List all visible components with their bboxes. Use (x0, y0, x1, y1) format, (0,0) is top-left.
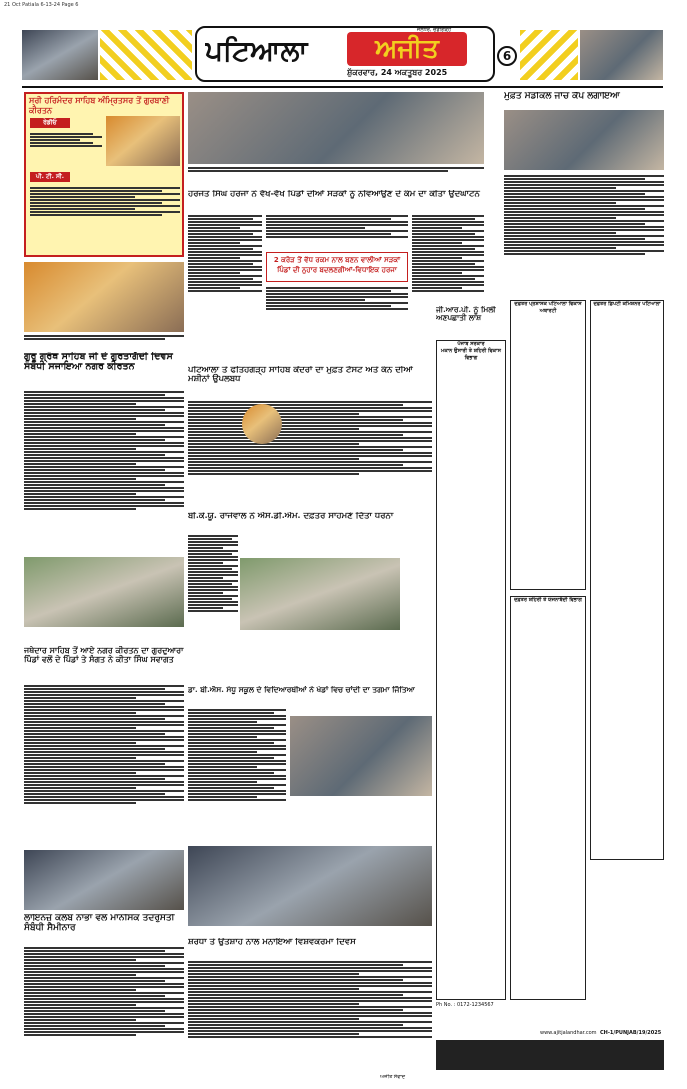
photo-jathebandi (24, 557, 184, 627)
story-patiala-health (188, 400, 432, 500)
photo-medical-camp (504, 110, 664, 170)
masthead-banner (195, 26, 495, 82)
page-number: 6 (502, 49, 512, 63)
story-main-left (188, 214, 262, 320)
headline-vishwakarma: ਸ਼ਰਧਾ ਤੇ ਉਤਸ਼ਾਹ ਨਾਲ ਮਨਾਇਆ ਵਿਸ਼ਵਕਰਮਾ ਦਿਵਸ (188, 938, 356, 947)
story-guru-granth (24, 390, 184, 552)
masthead-decor-right (520, 30, 578, 80)
printer-line: 21 Oct Patiala 6-13-24 Page 6 (4, 2, 79, 8)
notice-2-title: ਦਫ਼ਤਰ ਪ੍ਰਸ਼ਾਸਕ ਪਟਿਆਲਾ ਵਿਕਾਸ ਅਥਾਰਟੀ (514, 301, 582, 314)
notice-1 (436, 340, 506, 1000)
masthead-title-left: ਪਟਿਆਲਾ (205, 34, 308, 67)
photo-bkyu-protest (240, 558, 400, 630)
photo-lions-club (24, 850, 184, 910)
ad-label-ptc: ਪੀ. ਟੀ. ਸੀ. (30, 172, 70, 182)
story-vishwakarma (188, 960, 432, 1070)
notice-4 (510, 596, 586, 1000)
story-main-right-2 (266, 286, 408, 320)
masthead-rule (22, 86, 663, 88)
notice-1-govt: ਪੰਜਾਬ ਸਰਕਾਰ (457, 341, 485, 347)
headline-school: ਡਾ. ਬੀ.ਐਸ. ਸੰਧੂ ਸਕੂਲ ਦੇ ਵਿਦਿਆਰਥੀਆਂ ਨੇ ਖੇਡਾਂ ਵਿਚ ਚਾਂਦੀ ਦਾ ਤਗਮਾ ਜਿੱਤਿਆ (188, 686, 415, 694)
notice-4-title: ਦਫ਼ਤਰ ਸ਼ਹਿਰੀ ਤੇ ਯੋਜਨਾਬੰਦੀ ਵਿਭਾਗ (514, 597, 582, 603)
ad-box (24, 92, 184, 257)
notice-3-title: ਦਫ਼ਤਰ ਡਿਪਟੀ ਕਮਿਸ਼ਨਰ ਪਟਿਆਲਾ (593, 301, 661, 307)
byline-1: ਅਜੀਤ ਸੰਵਾਦ (380, 1074, 406, 1080)
main-subhead: 2 ਕਰੋੜ ਤੋਂ ਵੱਧ ਰਕਮ ਨਾਲ ਬਣਨ ਵਾਲੀਆਂ ਸੜਕਾਂ ਪਿੰਡਾਂ ਦੀ ਨੁਹਾਰ ਬਦਲਣਗੀਆਂ-ਵਿਧਾਇਕ ਹਰਜਾ (273, 256, 401, 274)
headline-patiala-health: ਪਟਿਆਲਾ ਤੇ ਫਤਿਹਗੜ੍ਹ ਸਾਹਿਬ ਕੇਂਦਰਾਂ ਦਾ ਮੁਫ਼ਤ ਟੈਸਟ ਅਤੇ ਕੰਨ ਦੀਆਂ ਮਸ਼ੀਨਾਂ ਉਪਲਬਧ (188, 366, 413, 385)
notice-phone: Ph No. : 0172-1234567 (436, 1002, 494, 1008)
footer-url: www.ajitjalandhar.com (540, 1030, 597, 1036)
headline-lions-club: ਲਾਇਨਜ਼ ਕਲੱਬ ਨਾਭਾ ਵਲੋਂ ਮਾਨਸਿਕ ਤੰਦਰੁਸਤੀ ਸੰਬੰਧੀ ਸੈਮੀਨਾਰ (24, 914, 175, 933)
story-school (188, 708, 286, 838)
story-bkyu (188, 534, 238, 644)
story-main-right (266, 214, 408, 250)
ad-box-image (106, 116, 180, 166)
footer-bar (436, 1040, 664, 1070)
story-medical-camp (504, 174, 664, 284)
photo-main-ceremony (188, 92, 484, 164)
masthead-photo-left (22, 30, 98, 80)
masthead-decor-left (100, 30, 192, 80)
headline-jathebandi: ਜਥੇਦਾਰ ਸਾਹਿਬ ਤੋਂ ਆਏ ਨਗਰ ਕੀਰਤਨ ਦਾ ਗੁਰਦੁਆਰਾ ਪਿੰਡਾਂ ਵਲੋਂ ਦੇ ਪਿੰਡਾਂ ਤੇ ਸੰਗਤ ਨੇ ਕੀਤਾ ਸਿੰਘ ਸਵਾਗਤ (24, 646, 184, 664)
footer-code: CH-1/PUNJAB/19/2025 (600, 1030, 662, 1036)
story-jathebandi (24, 684, 184, 844)
masthead-title-right (347, 32, 467, 66)
page-number-badge (497, 46, 517, 66)
masthead-title-ajit: ਅਜੀਤ (375, 34, 439, 64)
caption-main (188, 166, 484, 180)
headline-main-story: ਹਰਜੋਤ ਸਿੰਘ ਹਰਜਾ ਨੇ ਵੱਖ-ਵੱਖ ਪਿੰਡਾਂ ਦੀਆਂ ਸੜਕਾਂ ਨੂੰ ਨਵਿਆਉਣ ਦੇ ਕੰਮ ਦਾ ਕੀਤਾ ਉਦਘਾਟਨ (188, 190, 480, 199)
photo-nagar-kirtan (24, 262, 184, 332)
masthead-date: ਸ਼ੁੱਕਰਵਾਰ, 24 ਅਕਤੂਬਰ 2025 (347, 68, 448, 77)
story-main-col3 (412, 214, 484, 320)
photo-ear (242, 404, 282, 444)
masthead-edition: ਜਲੰਧਰ, ਚੰਡੀਗੜ੍ਹ (417, 27, 452, 33)
notice-3 (590, 300, 664, 860)
ad-box-text (30, 132, 102, 164)
caption-nagar-kirtan (24, 334, 184, 350)
headline-guru-granth: ਗੁਰੂ ਗ੍ਰੰਥ ਸਾਹਿਬ ਜੀ ਦੇ ਗੁਰਤਾਗੱਦੀ ਦਿਵਸ ਸੰਬੰਧੀ ਸਜਾਇਆ ਨਗਰ ਕੀਰਤਨ (24, 352, 173, 373)
notice-1-title: ਮਕਾਨ ਉਸਾਰੀ ਤੇ ਸ਼ਹਿਰੀ ਵਿਕਾਸ ਵਿਭਾਗ (441, 348, 501, 361)
headline-medical-camp: ਮੁਫ਼ਤ ਮੈਡੀਕਲ ਜਾਂਚ ਕੈਂਪ ਲਗਾਇਆ (504, 92, 620, 101)
ad-box-title: ਸ੍ਰੀ ਹਰਿਮੰਦਰ ਸਾਹਿਬ ਅੰਮ੍ਰਿਤਸਰ ਤੋਂ ਗੁਰਬਾਣੀ ਕੀਰਤਨ (29, 96, 170, 115)
photo-vishwakarma (188, 846, 432, 926)
story-lions-club (24, 946, 184, 1070)
notice-2 (510, 300, 586, 590)
headline-bkyu: ਬੀ.ਕੇ.ਯੂ. ਰਾਜੇਵਾਲ ਨੇ ਐਸ.ਡੀ.ਐਮ. ਦਫ਼ਤਰ ਸਾਹਮਣੇ ਦਿੱਤਾ ਧਰਨਾ (188, 512, 394, 521)
masthead-photo-right (580, 30, 663, 80)
main-subhead-box (266, 252, 408, 282)
ad-label-radio: ਰੇਡੀਓ (30, 118, 70, 128)
photo-school (290, 716, 432, 796)
ad-box-text2 (30, 186, 180, 254)
headline-gmr: ਜੀ.ਆਰ.ਪੀ. ਨੂੰ ਮਿਲੀ ਅਣਪਛਾਤੀ ਲਾਸ਼ (436, 306, 496, 323)
